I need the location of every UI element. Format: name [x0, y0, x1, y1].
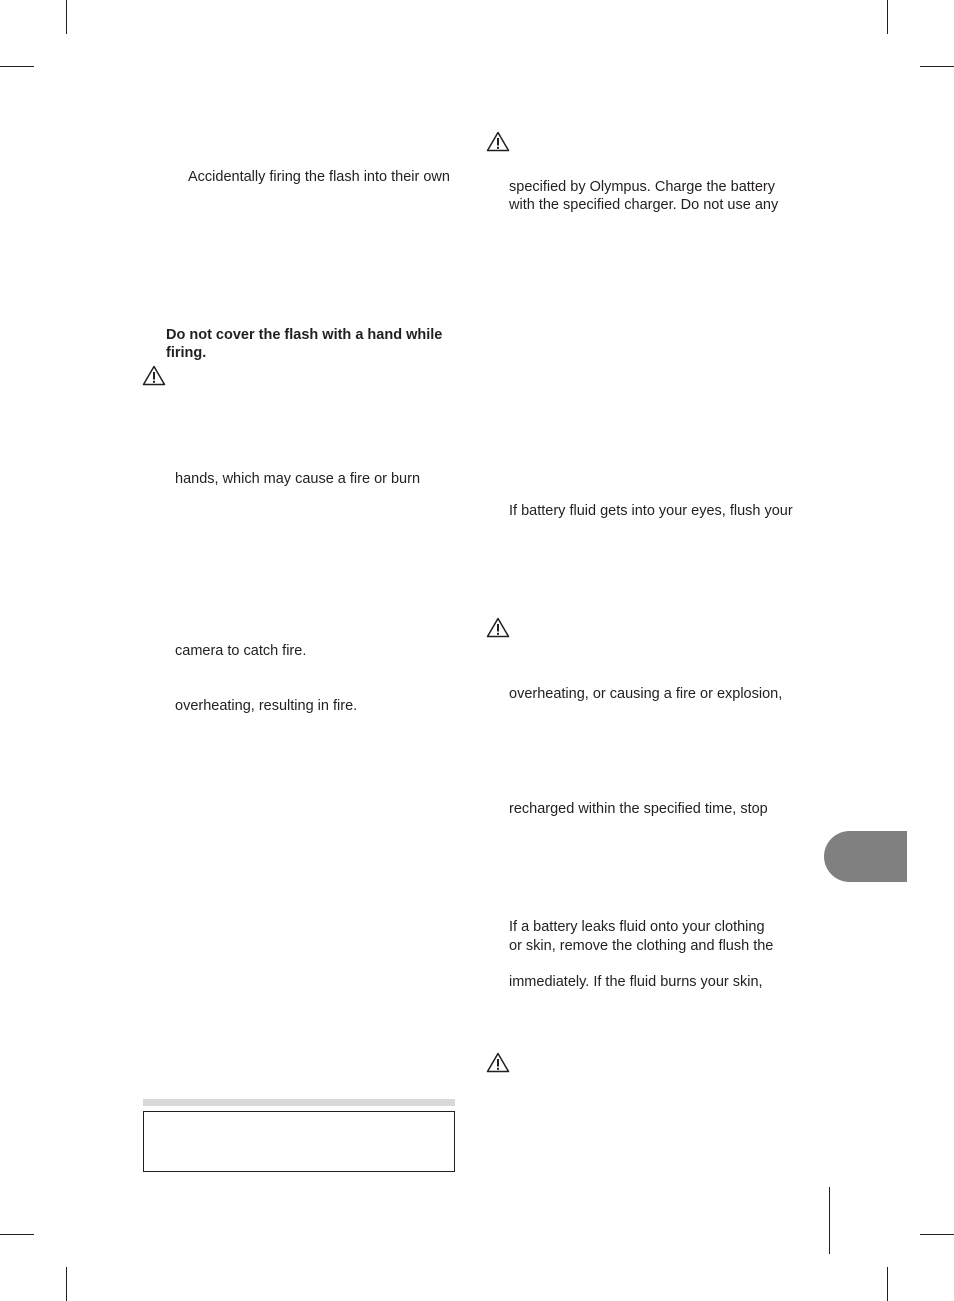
warning-triangle-icon: [486, 131, 510, 152]
crop-mark-bottom-right-h: [920, 1234, 954, 1235]
warning-triangle-icon: [486, 1052, 510, 1073]
crop-mark-bottom-left-h: [0, 1234, 34, 1235]
warning-triangle-icon: [142, 365, 166, 386]
left-text-line: camera to catch fire.: [175, 643, 307, 659]
right-text-line: If a battery leaks fluid onto your clothing: [509, 919, 765, 935]
flash-warning-heading: Do not cover the flash with a hand while: [166, 327, 443, 343]
left-text-line: Accidentally firing the flash into their own: [188, 169, 450, 185]
page-edge-rule: [829, 1187, 830, 1254]
right-text-line: with the specified charger. Do not use any: [509, 197, 779, 213]
right-text-line: If battery fluid gets into your eyes, flush your: [509, 503, 793, 519]
crop-mark-bottom-left-v: [66, 1267, 67, 1301]
crop-mark-top-left-h: [0, 66, 34, 67]
note-box: [143, 1111, 455, 1172]
right-text-line: recharged within the specified time, stop: [509, 801, 768, 817]
chapter-side-tab: [824, 831, 907, 882]
crop-mark-top-left-v: [66, 0, 67, 34]
right-text-line: immediately. If the fluid burns your skin,: [509, 974, 763, 990]
left-text-line: hands, which may cause a fire or burn: [175, 471, 421, 487]
flash-warning-heading-cont: firing.: [166, 345, 207, 361]
warning-triangle-icon: [486, 617, 510, 638]
right-text-line: overheating, or causing a fire or explosion,: [509, 686, 783, 702]
crop-mark-top-right-h: [920, 66, 954, 67]
left-text-line: overheating, resulting in fire.: [175, 698, 358, 714]
crop-mark-top-right-v: [887, 0, 888, 34]
right-text-line: or skin, remove the clothing and flush the: [509, 938, 774, 954]
crop-mark-bottom-right-v: [887, 1267, 888, 1301]
section-divider-bar: [143, 1099, 455, 1106]
right-text-line: specified by Olympus. Charge the battery: [509, 179, 775, 195]
